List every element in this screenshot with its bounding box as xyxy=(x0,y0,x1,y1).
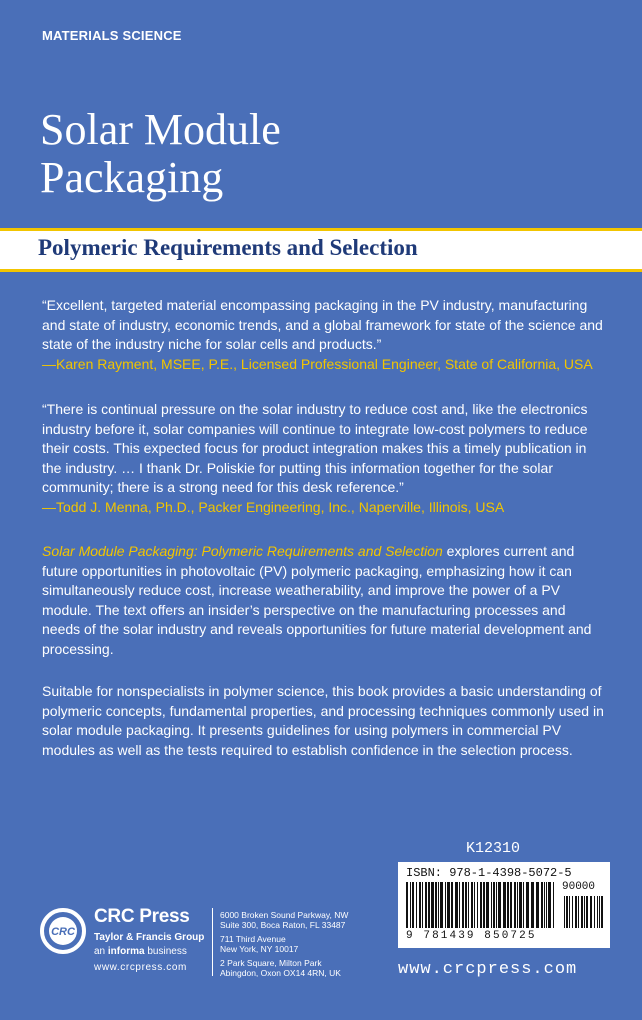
barcode-bar xyxy=(416,882,417,928)
barcode-bar xyxy=(471,882,473,928)
address-3 xyxy=(220,958,341,978)
barcode-bar xyxy=(536,882,539,928)
barcode-bar xyxy=(447,882,450,928)
barcode-bar xyxy=(445,882,446,928)
barcode-bar xyxy=(546,882,547,928)
barcode-bar xyxy=(410,882,411,928)
barcode-bar xyxy=(531,882,534,928)
website-url[interactable]: www.crcpress.com xyxy=(398,960,578,979)
barcode-bar xyxy=(491,882,492,928)
barcode-addon-bar xyxy=(575,896,577,928)
barcode-bar xyxy=(440,882,443,928)
barcode-bar xyxy=(438,882,439,928)
barcode-bar xyxy=(435,882,437,928)
address-2-line-1: 711 Third Avenue xyxy=(220,934,286,944)
barcode-bar xyxy=(468,882,469,928)
category-label: MATERIALS SCIENCE xyxy=(42,28,182,43)
description-paragraph-2: Suitable for nonspecialists in polymer science, this book provides a basic understanding of polymeric concepts, fundamental properties, and processing techniques commonly used in solar module packaging. It presents guidelines for using polymers in commercial PV modules as well as the tests required to establish confidence in the selection process. xyxy=(42,683,604,758)
barcode-bar xyxy=(451,882,453,928)
address-1-line-1: 6000 Broken Sound Parkway, NW xyxy=(220,910,349,920)
publisher-name: CRC Press xyxy=(94,906,190,927)
barcode-addon-bar xyxy=(572,896,573,928)
quote-1-attribution: —Karen Rayment, MSEE, P.E., Licensed Professional Engineer, State of California, USA xyxy=(42,355,593,372)
barcode-bar xyxy=(496,882,497,928)
title-line-2: Packaging xyxy=(40,153,224,202)
barcode-addon-digits: 90000 xyxy=(562,881,596,893)
book-title xyxy=(40,106,281,202)
book-subtitle: Polymeric Requirements and Selection xyxy=(38,235,418,260)
description-paragraph-1 xyxy=(42,542,606,660)
business-informa: informa xyxy=(107,946,145,957)
barcode-bar xyxy=(455,882,458,928)
barcode-addon-bar xyxy=(599,896,600,928)
barcode-bar xyxy=(493,882,495,928)
barcode-bar xyxy=(474,882,475,928)
business-prefix: an xyxy=(94,946,108,957)
quote-2-attribution: —Todd J. Menna, Ph.D., Packer Engineering, Inc., Naperville, Illinois, USA xyxy=(42,498,505,515)
description-paragraph-1-text: explores current and future opportunities in photovoltaic (PV) polymeric packaging, emphasizing how it can simultaneously reduce cost, increase weatherability, and improve the power of a PV module. The text offers an insider’s perspective on the manufacturing processes and needs of the solar industry and reveals opportunities for future material development and processing. xyxy=(42,543,592,657)
barcode-addon-bar xyxy=(594,896,595,928)
barcode-bar xyxy=(480,882,482,928)
quote-1-text: “Excellent, targeted material encompassing packaging in the PV industry, manufacturing and state of industry, economic trends, and a global framework for state of the science and state of the industry niche for solar cells and products.” xyxy=(42,297,603,353)
barcode-addon-bar xyxy=(581,896,583,928)
quote-2 xyxy=(42,400,606,518)
barcode-bar xyxy=(465,882,467,928)
barcode-addon-bar xyxy=(590,896,592,928)
barcode-ean-digits: 9 781439 850725 xyxy=(406,930,537,942)
catalog-code: K12310 xyxy=(466,840,521,857)
logo-text: CRC xyxy=(51,926,75,938)
barcode-addon-bar xyxy=(578,896,579,928)
barcode-bar xyxy=(459,882,460,928)
publisher-business-line xyxy=(94,946,187,957)
barcode-addon-bar xyxy=(569,896,570,928)
barcode-bar xyxy=(406,882,408,928)
barcode-addon-bar xyxy=(566,896,568,928)
subtitle-band xyxy=(0,228,642,272)
barcode-box xyxy=(398,862,610,948)
barcode-bar xyxy=(412,882,414,928)
address-2-line-2: New York, NY 10017 xyxy=(220,944,299,954)
publisher-group: Taylor & Francis Group xyxy=(94,932,205,943)
barcode-bar xyxy=(526,882,529,928)
barcode-bar xyxy=(483,882,485,928)
barcode-bar xyxy=(541,882,543,928)
barcode-bar xyxy=(422,882,423,928)
quote-1 xyxy=(42,296,606,374)
business-suffix: business xyxy=(144,946,187,957)
barcode-addon-bar xyxy=(601,896,603,928)
publisher-site: www.crcpress.com xyxy=(94,962,187,973)
barcode-bar xyxy=(548,882,551,928)
barcode-bar xyxy=(425,882,427,928)
barcode-bar xyxy=(431,882,434,928)
barcode-bar xyxy=(517,882,518,928)
barcode-bar xyxy=(486,882,489,928)
barcode-bar xyxy=(498,882,501,928)
barcode-addon-bar xyxy=(584,896,585,928)
isbn-text: ISBN: 978-1-4398-5072-5 xyxy=(406,866,572,880)
address-2 xyxy=(220,934,298,954)
barcode-bar xyxy=(553,882,554,928)
barcode-bar xyxy=(544,882,545,928)
barcode-bar xyxy=(462,882,464,928)
barcode-bar xyxy=(519,882,522,928)
address-1 xyxy=(220,910,348,930)
address-3-line-2: Abingdon, Oxon OX14 4RN, UK xyxy=(220,968,341,978)
barcode-bar xyxy=(514,882,516,928)
address-divider xyxy=(212,908,213,976)
title-line-1: Solar Module xyxy=(40,105,281,154)
crc-logo-icon xyxy=(40,908,86,954)
barcode-addon-bar xyxy=(597,896,598,928)
barcode-bar xyxy=(510,882,512,928)
address-3-line-1: 2 Park Square, Milton Park xyxy=(220,958,322,968)
barcode-bar xyxy=(419,882,421,928)
barcode-bar xyxy=(523,882,524,928)
barcode-bar xyxy=(428,882,430,928)
quote-2-text: “There is continual pressure on the solar industry to reduce cost and, like the electronics industry before it, solar companies will continue to integrate low-cost polymers to reduce their costs. This expected focus for product integration makes this a timely publication in the industry. … I thank Dr. Poliskie for putting this information together for the solar community; there is a strong need for this desk reference.” xyxy=(42,401,588,496)
barcode-bar xyxy=(477,882,478,928)
barcode-addon-bar xyxy=(586,896,588,928)
barcode-bar xyxy=(503,882,506,928)
address-1-line-2: Suite 300, Boca Raton, FL 33487 xyxy=(220,920,346,930)
description-book-title: Solar Module Packaging: Polymeric Requirements and Selection xyxy=(42,543,443,559)
barcode-bar xyxy=(507,882,509,928)
barcode-addon-bar xyxy=(564,896,565,928)
